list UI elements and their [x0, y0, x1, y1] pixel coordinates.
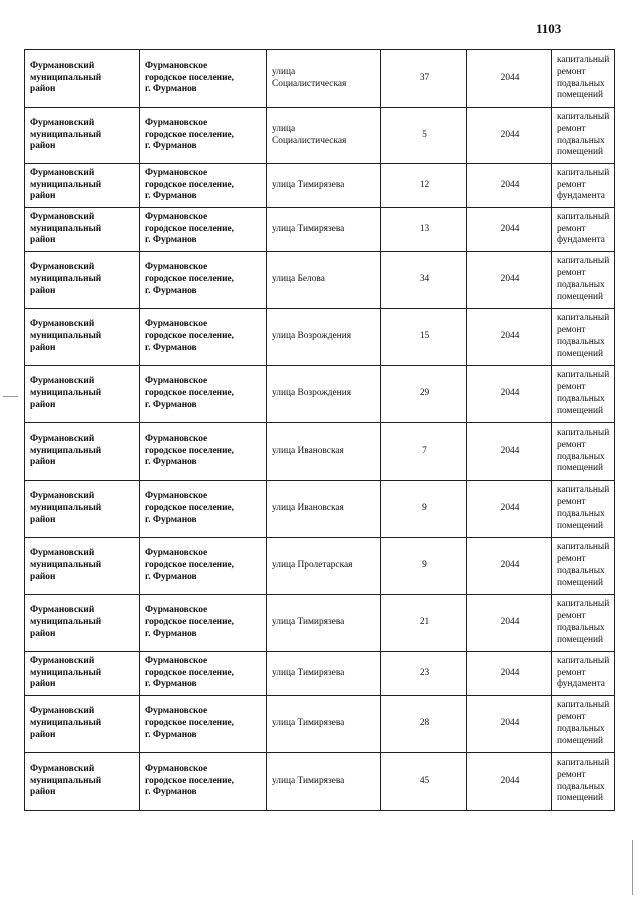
- year-cell: 2044: [467, 309, 552, 366]
- work-type-cell-line: капитальный: [557, 700, 610, 711]
- settlement-cell-line: Фурмановское: [145, 117, 208, 128]
- street-cell-line: улица Возрождения: [272, 388, 352, 399]
- work-type-cell: [552, 538, 615, 595]
- district-cell-line: муниципальный: [30, 223, 102, 234]
- district-cell-line: Фурмановский: [30, 433, 95, 444]
- district-cell-line: Фурмановский: [30, 319, 95, 330]
- district-cell-line: Фурмановский: [30, 605, 95, 616]
- district-cell-line: район: [30, 141, 56, 152]
- year-cell: 2044: [467, 753, 552, 811]
- work-type-cell-line: помещений: [557, 90, 604, 101]
- year-cell: 2044: [467, 481, 552, 538]
- district-cell: [25, 252, 140, 309]
- year-cell: 2044: [467, 366, 552, 423]
- district-cell: [25, 108, 140, 164]
- district-cell-line: муниципальный: [30, 718, 102, 729]
- work-type-cell-line: капитальный: [557, 111, 610, 122]
- work-type-cell: [552, 652, 615, 696]
- house-number-cell: 5: [381, 108, 467, 164]
- settlement-cell-line: городское поселение,: [145, 388, 234, 399]
- district-cell-line: район: [30, 457, 56, 468]
- settlement-cell-line: г. Фурманов: [145, 787, 197, 798]
- district-cell-line: район: [30, 571, 56, 582]
- table-body: [25, 50, 615, 811]
- street-cell-line: Социалистическая: [272, 135, 347, 146]
- settlement-cell-line: городское поселение,: [145, 667, 234, 678]
- work-type-cell-line: подвальных: [557, 135, 605, 146]
- table-row: [25, 753, 615, 811]
- work-type-cell-line: подвальных: [557, 451, 605, 462]
- street-cell-line: улица Тимирязева: [272, 667, 345, 678]
- settlement-cell: [140, 595, 267, 652]
- house-number-cell: 28: [381, 696, 467, 753]
- work-type-cell-line: капитальный: [557, 256, 610, 267]
- street-cell: [267, 366, 381, 423]
- district-cell-line: район: [30, 679, 56, 690]
- work-type-cell-line: капитальный: [557, 211, 610, 222]
- work-type-cell-line: ремонт: [557, 66, 586, 77]
- district-cell-line: муниципальный: [30, 274, 102, 285]
- table-row: [25, 309, 615, 366]
- district-cell: [25, 595, 140, 652]
- settlement-cell: [140, 208, 267, 252]
- work-type-cell-line: помещений: [557, 147, 604, 158]
- settlement-cell: [140, 366, 267, 423]
- table-row: [25, 252, 615, 309]
- district-cell: [25, 481, 140, 538]
- work-type-cell-line: фундамента: [557, 191, 605, 202]
- work-type-cell-line: ремонт: [557, 382, 586, 393]
- street-cell: [267, 481, 381, 538]
- work-type-cell-line: ремонт: [557, 667, 586, 678]
- work-type-cell-line: ремонт: [557, 325, 586, 336]
- district-cell-line: муниципальный: [30, 445, 102, 456]
- settlement-cell-line: Фурмановское: [145, 655, 208, 666]
- settlement-cell-line: городское поселение,: [145, 560, 234, 571]
- street-cell: [267, 252, 381, 309]
- settlement-cell: [140, 252, 267, 309]
- settlement-cell-line: г. Фурманов: [145, 141, 197, 152]
- street-cell-line: улица Белова: [272, 274, 325, 285]
- table-row: [25, 595, 615, 652]
- work-type-cell: [552, 481, 615, 538]
- settlement-cell: [140, 538, 267, 595]
- table-row: [25, 208, 615, 252]
- district-cell: [25, 538, 140, 595]
- year-cell: 2044: [467, 595, 552, 652]
- district-cell-line: Фурмановский: [30, 706, 95, 717]
- settlement-cell: [140, 423, 267, 481]
- district-cell: [25, 696, 140, 753]
- year-cell: 2044: [467, 423, 552, 481]
- district-cell: [25, 423, 140, 481]
- street-cell-line: улица Тимирязева: [272, 718, 345, 729]
- street-cell: [267, 208, 381, 252]
- work-type-cell-line: подвальных: [557, 724, 605, 734]
- year-cell: 2044: [467, 208, 552, 252]
- street-cell: [267, 595, 381, 652]
- work-type-cell-line: подвальных: [557, 781, 605, 792]
- district-cell-line: район: [30, 729, 56, 740]
- district-cell-line: муниципальный: [30, 72, 102, 83]
- settlement-cell: [140, 309, 267, 366]
- work-type-cell-line: помещений: [557, 793, 604, 804]
- district-cell-line: муниципальный: [30, 331, 102, 342]
- scan-mark-left: [3, 396, 18, 397]
- settlement-cell-line: Фурмановское: [145, 706, 208, 717]
- house-number-cell: 15: [381, 309, 467, 366]
- work-type-cell-line: ремонт: [557, 439, 586, 450]
- settlement-cell-line: городское поселение,: [145, 775, 234, 786]
- district-cell-line: Фурмановский: [30, 548, 95, 559]
- settlement-cell-line: Фурмановское: [145, 376, 208, 387]
- house-number-cell: 23: [381, 652, 467, 696]
- work-type-cell-line: помещений: [557, 291, 604, 302]
- house-number-cell: 34: [381, 252, 467, 309]
- work-type-cell: [552, 595, 615, 652]
- settlement-cell-line: городское поселение,: [145, 129, 234, 140]
- work-type-cell-line: ремонт: [557, 223, 586, 234]
- house-number-cell: 9: [381, 481, 467, 538]
- street-cell: [267, 753, 381, 811]
- district-cell-line: Фурмановский: [30, 763, 95, 774]
- year-cell: 2044: [467, 108, 552, 164]
- street-cell: [267, 538, 381, 595]
- settlement-cell-line: городское поселение,: [145, 331, 234, 342]
- settlement-cell-line: г. Фурманов: [145, 399, 197, 410]
- street-cell-line: улица Ивановская: [272, 445, 344, 456]
- district-cell-line: Фурмановский: [30, 60, 95, 71]
- house-number-cell: 7: [381, 423, 467, 481]
- settlement-cell: [140, 481, 267, 538]
- street-cell-line: улица Пролетарская: [272, 560, 353, 571]
- table-row: [25, 481, 615, 538]
- district-cell: [25, 309, 140, 366]
- settlement-cell-line: Фурмановское: [145, 262, 208, 273]
- street-cell-line: улица Тимирязева: [272, 223, 345, 234]
- district-cell-line: район: [30, 342, 56, 353]
- settlement-cell-line: Фурмановское: [145, 763, 208, 774]
- table-row: [25, 696, 615, 753]
- work-type-cell-line: ремонт: [557, 179, 586, 190]
- district-cell-line: район: [30, 191, 56, 202]
- settlement-cell-line: г. Фурманов: [145, 235, 197, 246]
- district-cell-line: Фурмановский: [30, 262, 95, 273]
- settlement-cell-line: г. Фурманов: [145, 285, 197, 296]
- work-type-cell-line: помещений: [557, 577, 604, 588]
- settlement-cell: [140, 108, 267, 164]
- district-cell-line: Фурмановский: [30, 491, 95, 502]
- work-type-cell-line: подвальных: [557, 394, 605, 404]
- work-type-cell-line: капитальный: [557, 599, 610, 610]
- settlement-cell-line: городское поселение,: [145, 274, 234, 285]
- house-number-cell: 21: [381, 595, 467, 652]
- work-type-cell-line: ремонт: [557, 712, 586, 723]
- district-cell-line: муниципальный: [30, 129, 102, 140]
- settlement-cell-line: Фурмановское: [145, 433, 208, 444]
- district-cell-line: район: [30, 399, 56, 410]
- work-type-cell-line: помещений: [557, 634, 604, 645]
- table-row: [25, 423, 615, 481]
- settlement-cell-line: г. Фурманов: [145, 729, 197, 740]
- district-cell-line: Фурмановский: [30, 655, 95, 666]
- work-type-cell-line: капитальный: [557, 485, 610, 496]
- table-row: [25, 50, 615, 108]
- street-cell-line: улица Ивановская: [272, 503, 344, 514]
- table-row: [25, 366, 615, 423]
- work-type-cell-line: капитальный: [557, 313, 610, 324]
- district-cell-line: район: [30, 787, 56, 798]
- work-type-cell-line: помещений: [557, 520, 604, 531]
- settlement-cell-line: г. Фурманов: [145, 679, 197, 690]
- street-cell-line: Социалистическая: [272, 78, 347, 89]
- district-cell-line: район: [30, 628, 56, 639]
- district-cell-line: муниципальный: [30, 388, 102, 399]
- table-row: [25, 164, 615, 208]
- settlement-cell-line: г. Фурманов: [145, 191, 197, 202]
- house-number-cell: 9: [381, 538, 467, 595]
- year-cell: 2044: [467, 164, 552, 208]
- work-type-cell-line: капитальный: [557, 655, 610, 666]
- street-cell-line: улица: [272, 66, 296, 77]
- settlement-cell-line: Фурмановское: [145, 211, 208, 222]
- district-cell: [25, 652, 140, 696]
- street-cell-line: улица: [272, 123, 296, 134]
- work-type-cell-line: подвальных: [557, 280, 605, 290]
- street-cell-line: улица Тимирязева: [272, 775, 345, 786]
- district-cell-line: Фурмановский: [30, 211, 95, 222]
- settlement-cell: [140, 50, 267, 108]
- street-cell: [267, 652, 381, 696]
- settlement-cell-line: г. Фурманов: [145, 84, 197, 95]
- table-row: [25, 652, 615, 696]
- year-cell: 2044: [467, 538, 552, 595]
- work-type-cell-line: ремонт: [557, 769, 586, 780]
- district-cell-line: муниципальный: [30, 179, 102, 190]
- work-type-cell-line: фундамента: [557, 679, 605, 690]
- work-type-cell-line: подвальных: [557, 509, 605, 519]
- settlement-cell: [140, 652, 267, 696]
- settlement-cell-line: г. Фурманов: [145, 514, 197, 525]
- work-type-cell: [552, 252, 615, 309]
- work-type-cell-line: капитальный: [557, 167, 610, 178]
- settlement-cell-line: г. Фурманов: [145, 571, 197, 582]
- settlement-cell-line: Фурмановское: [145, 605, 208, 616]
- work-type-cell: [552, 309, 615, 366]
- work-type-cell: [552, 50, 615, 108]
- street-cell: [267, 108, 381, 164]
- district-cell-line: муниципальный: [30, 775, 102, 786]
- district-cell-line: район: [30, 235, 56, 246]
- repair-schedule-table: [24, 49, 615, 811]
- scan-mark-right: [632, 840, 633, 895]
- table-row: [25, 108, 615, 164]
- district-cell: [25, 50, 140, 108]
- district-cell-line: район: [30, 514, 56, 525]
- district-cell-line: муниципальный: [30, 560, 102, 571]
- settlement-cell-line: городское поселение,: [145, 617, 234, 628]
- street-cell-line: улица Тимирязева: [272, 617, 345, 628]
- house-number-cell: 45: [381, 753, 467, 811]
- work-type-cell: [552, 108, 615, 164]
- settlement-cell-line: городское поселение,: [145, 223, 234, 234]
- work-type-cell-line: ремонт: [557, 554, 586, 565]
- district-cell: [25, 164, 140, 208]
- street-cell-line: улица Возрождения: [272, 331, 352, 342]
- street-cell: [267, 50, 381, 108]
- year-cell: 2044: [467, 696, 552, 753]
- work-type-cell-line: капитальный: [557, 427, 610, 438]
- settlement-cell-line: Фурмановское: [145, 491, 208, 502]
- work-type-cell-line: помещений: [557, 405, 604, 416]
- district-cell-line: Фурмановский: [30, 167, 95, 178]
- work-type-cell-line: подвальных: [557, 78, 605, 89]
- street-cell: [267, 696, 381, 753]
- work-type-cell-line: подвальных: [557, 623, 605, 633]
- settlement-cell: [140, 164, 267, 208]
- work-type-cell-line: фундамента: [557, 235, 605, 246]
- house-number-cell: 12: [381, 164, 467, 208]
- street-cell: [267, 309, 381, 366]
- settlement-cell-line: г. Фурманов: [145, 628, 197, 639]
- settlement-cell-line: Фурмановское: [145, 319, 208, 330]
- settlement-cell: [140, 696, 267, 753]
- work-type-cell-line: капитальный: [557, 757, 610, 768]
- district-cell-line: район: [30, 285, 56, 296]
- work-type-cell-line: помещений: [557, 348, 604, 359]
- settlement-cell-line: городское поселение,: [145, 179, 234, 190]
- district-cell: [25, 208, 140, 252]
- district-cell-line: муниципальный: [30, 667, 102, 678]
- district-cell-line: Фурмановский: [30, 376, 95, 387]
- house-number-cell: 37: [381, 50, 467, 108]
- settlement-cell-line: г. Фурманов: [145, 457, 197, 468]
- settlement-cell-line: городское поселение,: [145, 718, 234, 729]
- district-cell-line: Фурмановский: [30, 117, 95, 128]
- street-cell-line: улица Тимирязева: [272, 179, 345, 190]
- work-type-cell-line: ремонт: [557, 268, 586, 279]
- district-cell-line: муниципальный: [30, 617, 102, 628]
- district-cell: [25, 366, 140, 423]
- district-cell: [25, 753, 140, 811]
- street-cell: [267, 423, 381, 481]
- work-type-cell: [552, 366, 615, 423]
- table-row: [25, 538, 615, 595]
- district-cell-line: муниципальный: [30, 503, 102, 514]
- district-cell-line: район: [30, 84, 56, 95]
- work-type-cell-line: капитальный: [557, 542, 610, 553]
- year-cell: 2044: [467, 652, 552, 696]
- work-type-cell-line: подвальных: [557, 566, 605, 576]
- work-type-cell-line: ремонт: [557, 497, 586, 508]
- work-type-cell: [552, 696, 615, 753]
- work-type-cell-line: капитальный: [557, 370, 610, 381]
- house-number-cell: 13: [381, 208, 467, 252]
- settlement-cell-line: Фурмановское: [145, 548, 208, 559]
- year-cell: 2044: [467, 50, 552, 108]
- work-type-cell-line: капитальный: [557, 54, 610, 65]
- settlement-cell-line: г. Фурманов: [145, 342, 197, 353]
- settlement-cell: [140, 753, 267, 811]
- year-cell: 2044: [467, 252, 552, 309]
- settlement-cell-line: Фурмановское: [145, 167, 208, 178]
- page-number: 1103: [536, 21, 562, 36]
- settlement-cell-line: Фурмановское: [145, 60, 208, 71]
- work-type-cell: [552, 753, 615, 811]
- work-type-cell-line: подвальных: [557, 337, 605, 347]
- work-type-cell: [552, 164, 615, 208]
- work-type-cell-line: помещений: [557, 735, 604, 746]
- work-type-cell-line: помещений: [557, 463, 604, 474]
- work-type-cell-line: ремонт: [557, 611, 586, 622]
- settlement-cell-line: городское поселение,: [145, 445, 234, 456]
- house-number-cell: 29: [381, 366, 467, 423]
- street-cell: [267, 164, 381, 208]
- work-type-cell: [552, 423, 615, 481]
- settlement-cell-line: городское поселение,: [145, 503, 234, 514]
- work-type-cell: [552, 208, 615, 252]
- work-type-cell-line: ремонт: [557, 123, 586, 134]
- settlement-cell-line: городское поселение,: [145, 72, 234, 83]
